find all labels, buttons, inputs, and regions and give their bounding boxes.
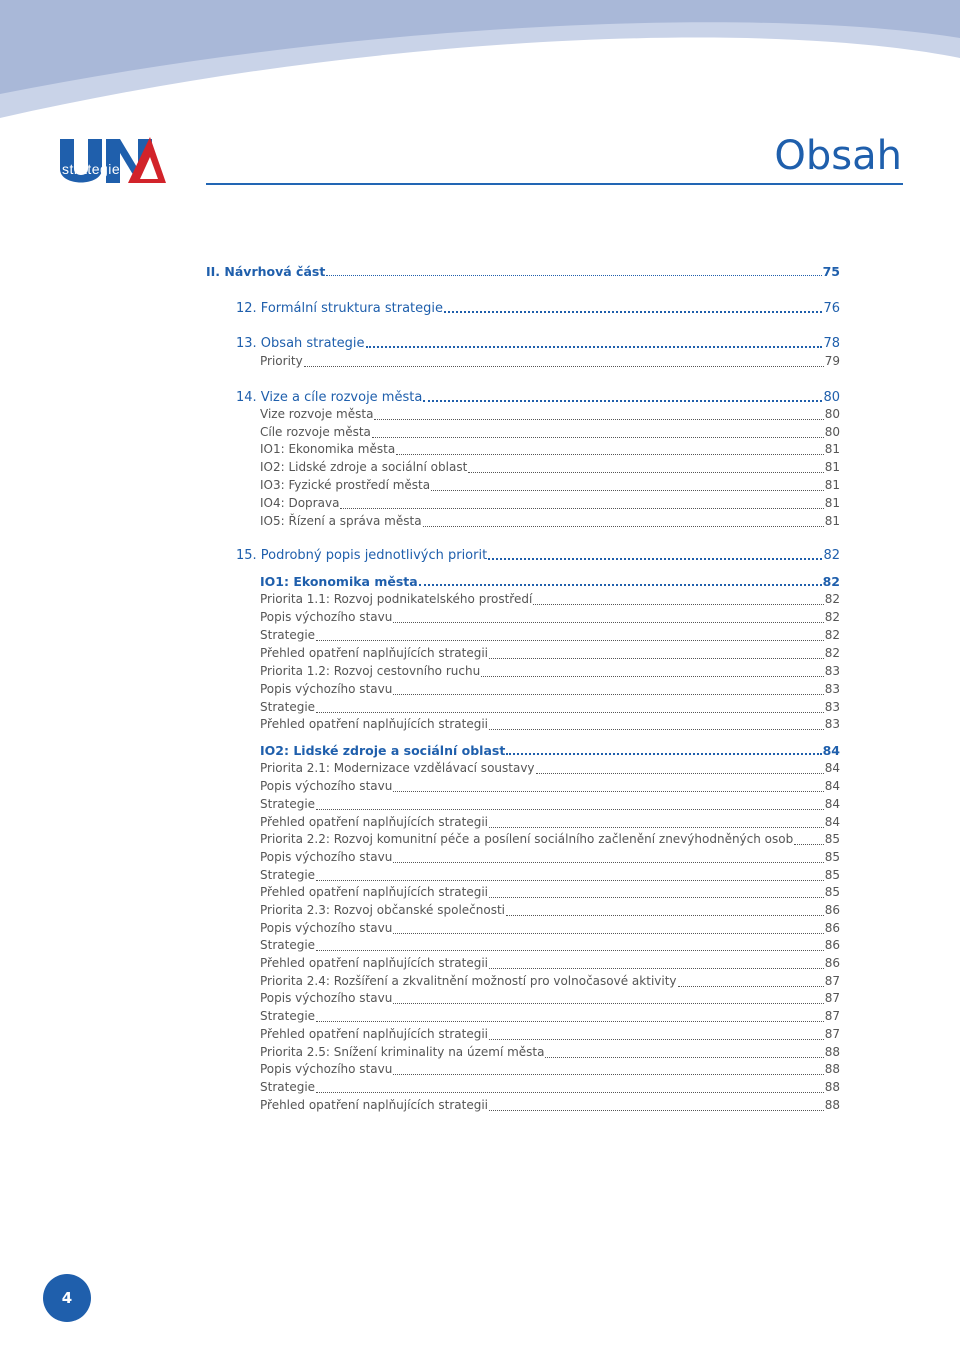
title-divider	[206, 183, 903, 185]
toc-entry-page: 86	[824, 938, 840, 952]
toc-leader-dots	[468, 472, 823, 473]
toc-leader-dots	[489, 827, 824, 828]
toc-entry-label: Přehled opatření naplňujících strategii	[260, 956, 489, 970]
toc-leader-dots	[393, 862, 823, 863]
toc-entry-label: IO5: Řízení a správa města	[260, 514, 422, 528]
toc-leader-dots	[316, 1092, 824, 1093]
toc-entry-page: 86	[824, 903, 840, 917]
toc-entry[interactable]	[260, 716, 840, 733]
toc-entry-label: Priorita 2.2: Rozvoj komunitní péče a posílení sociálního začlenění znevýhodněných osob	[260, 832, 794, 846]
toc-entry[interactable]	[260, 955, 840, 972]
toc-entry[interactable]	[260, 778, 840, 795]
toc-entry-label: Priorita 2.5: Snížení kriminality na území města	[260, 1045, 545, 1059]
toc-entry-label: Priorita 1.2: Rozvoj cestovního ruchu	[260, 664, 481, 678]
toc-entry-label: Strategie	[260, 628, 316, 642]
toc-entry[interactable]	[260, 495, 840, 512]
toc-entry-page: 88	[824, 1080, 840, 1094]
toc-leader-dots	[316, 712, 824, 713]
toc-leader-dots	[393, 791, 823, 792]
toc-entry-label: Vize rozvoje města	[260, 407, 374, 421]
toc-entry[interactable]	[260, 937, 840, 954]
toc-entry-page: 82	[824, 592, 840, 606]
toc-entry-label: Strategie	[260, 868, 316, 882]
toc-entry-page: 85	[824, 885, 840, 899]
toc-leader-dots	[489, 729, 824, 730]
toc-entry[interactable]	[260, 902, 840, 919]
toc-leader-dots	[489, 1039, 824, 1040]
toc-leader-dots	[488, 558, 822, 560]
toc-entry-label: Přehled opatření naplňujících strategii	[260, 1027, 489, 1041]
toc-leader-dots	[431, 490, 824, 491]
toc-leader-dots	[393, 622, 823, 623]
toc-entry[interactable]	[260, 681, 840, 698]
toc-entry-page: 83	[824, 664, 840, 678]
toc-entry-page: 84	[824, 779, 840, 793]
toc-entry-page: 86	[824, 956, 840, 970]
toc-entry[interactable]	[260, 353, 840, 370]
toc-entry-label: IO2: Lidské zdroje a sociální oblast	[260, 743, 506, 758]
toc-entry-page: 80	[824, 425, 840, 439]
toc-entry-page: 84	[824, 797, 840, 811]
header-decorative-band	[0, 0, 960, 140]
toc-leader-dots	[393, 933, 823, 934]
toc-entry-label: Priorita 2.4: Rozšíření a zkvalitnění možností pro volnočasové aktivity	[260, 974, 677, 988]
toc-entry[interactable]	[260, 867, 840, 884]
toc-entry-label: Přehled opatření naplňujících strategii	[260, 1098, 489, 1112]
toc-entry[interactable]	[260, 609, 840, 626]
toc-entry-page: 87	[824, 1027, 840, 1041]
toc-leader-dots	[533, 604, 823, 605]
toc-entry-page: 81	[824, 460, 840, 474]
toc-entry-label: Cíle rozvoje města	[260, 425, 371, 439]
toc-entry-page: 86	[824, 921, 840, 935]
toc-entry[interactable]	[260, 699, 840, 716]
toc-entry[interactable]	[260, 645, 840, 662]
toc-leader-dots	[794, 844, 823, 845]
toc-entry[interactable]	[260, 990, 840, 1007]
toc-entry-page: 80	[824, 407, 840, 421]
toc-entry[interactable]	[260, 1026, 840, 1043]
toc-entry-page: 76	[823, 301, 840, 316]
logo-text: strategie	[62, 161, 121, 177]
toc-entry-page: 85	[824, 868, 840, 882]
toc-entry-label: IO4: Doprava	[260, 496, 340, 510]
toc-entry-page: 85	[824, 832, 840, 846]
toc-entry-label: Strategie	[260, 1009, 316, 1023]
toc-leader-dots	[444, 311, 822, 313]
toc-entry-label: Popis výchozího stavu	[260, 682, 393, 696]
toc-entry-page: 82	[824, 610, 840, 624]
toc-entry-page: 87	[824, 974, 840, 988]
toc-entry-page: 83	[824, 682, 840, 696]
toc-entry-page: 83	[824, 717, 840, 731]
toc-entry-page: 84	[824, 815, 840, 829]
toc-leader-dots	[393, 694, 823, 695]
toc-entry[interactable]	[236, 300, 840, 317]
page-number-badge: 4	[43, 1274, 91, 1322]
toc-entry[interactable]	[260, 884, 840, 901]
toc-leader-dots	[481, 676, 824, 677]
toc-leader-dots	[340, 508, 823, 509]
toc-entry-label: Popis výchozího stavu	[260, 850, 393, 864]
toc-entry-page: 85	[824, 850, 840, 864]
toc-leader-dots	[423, 526, 824, 527]
toc-entry-page: 84	[822, 743, 840, 758]
toc-entry-page: 87	[824, 991, 840, 1005]
toc-leader-dots	[393, 1003, 823, 1004]
toc-entry-label: 15. Podrobný popis jednotlivých priorit	[236, 548, 488, 563]
toc-entry-label: IO2: Lidské zdroje a sociální oblast	[260, 460, 468, 474]
toc-entry-page: 81	[824, 496, 840, 510]
toc-entry[interactable]	[260, 796, 840, 813]
toc-entry[interactable]	[260, 663, 840, 680]
toc-entry-label: Strategie	[260, 938, 316, 952]
toc-entry[interactable]	[260, 1097, 840, 1114]
toc-entry-label: Priorita 2.3: Rozvoj občanské společnosti	[260, 903, 505, 917]
toc-entry-label: 12. Formální struktura strategie	[236, 301, 444, 316]
toc-entry-page: 80	[823, 390, 840, 405]
toc-entry[interactable]	[260, 459, 840, 476]
toc-entry[interactable]	[260, 742, 840, 759]
toc-entry-page: 88	[824, 1098, 840, 1112]
toc-entry-page: 87	[824, 1009, 840, 1023]
toc-leader-dots	[419, 584, 822, 586]
toc-entry-label: Popis výchozího stavu	[260, 779, 393, 793]
toc-entry[interactable]	[236, 335, 840, 352]
toc-entry[interactable]	[260, 1008, 840, 1025]
toc-entry-label: Přehled opatření naplňujících strategii	[260, 815, 489, 829]
toc-leader-dots	[316, 950, 824, 951]
toc-leader-dots	[489, 897, 824, 898]
toc-entry[interactable]	[260, 424, 840, 441]
toc-leader-dots	[536, 773, 824, 774]
toc-leader-dots	[506, 753, 821, 755]
page-title: Obsah	[774, 133, 902, 179]
toc-entry-label: Popis výchozího stavu	[260, 921, 393, 935]
toc-entry[interactable]	[260, 760, 840, 777]
toc-leader-dots	[304, 366, 824, 367]
toc-leader-dots	[489, 658, 824, 659]
toc-entry[interactable]	[260, 973, 840, 990]
toc-entry[interactable]	[260, 814, 840, 831]
toc-entry-label: Popis výchozího stavu	[260, 1062, 393, 1076]
toc-leader-dots	[506, 915, 824, 916]
toc-entry[interactable]	[260, 513, 840, 530]
toc-entry[interactable]	[260, 920, 840, 937]
toc-entry-label: Přehled opatření naplňujících strategii	[260, 646, 489, 660]
toc-entry-label: Priority	[260, 354, 303, 368]
toc-leader-dots	[316, 809, 824, 810]
toc-entry-label: IO3: Fyzické prostředí města	[260, 478, 431, 492]
toc-leader-dots	[423, 400, 822, 402]
toc-entry-page: 88	[824, 1045, 840, 1059]
toc-leader-dots	[316, 640, 824, 641]
toc-entry-label: Strategie	[260, 797, 316, 811]
toc-entry[interactable]	[260, 627, 840, 644]
toc-entry-label: 13. Obsah strategie	[236, 336, 365, 351]
toc-entry-page: 82	[822, 574, 840, 589]
toc-entry[interactable]	[260, 406, 840, 423]
toc-leader-dots	[366, 346, 823, 348]
toc-leader-dots	[326, 275, 821, 276]
toc-entry[interactable]	[260, 441, 840, 458]
toc-entry[interactable]	[260, 1079, 840, 1096]
toc-leader-dots	[372, 437, 824, 438]
toc-leader-dots	[489, 1110, 824, 1111]
toc-entry[interactable]	[206, 263, 840, 280]
toc-leader-dots	[393, 1074, 823, 1075]
toc-entry-page: 82	[824, 628, 840, 642]
toc-entry-label: Priorita 1.1: Rozvoj podnikatelského prostředí	[260, 592, 533, 606]
toc-entry[interactable]	[260, 591, 840, 608]
toc-entry-label: Přehled opatření naplňujících strategii	[260, 885, 489, 899]
toc-leader-dots	[678, 986, 824, 987]
toc-entry-label: II. Návrhová část	[206, 264, 326, 279]
toc-entry[interactable]	[260, 831, 840, 848]
toc-entry[interactable]	[260, 1061, 840, 1078]
toc-entry-label: Popis výchozího stavu	[260, 991, 393, 1005]
toc-entry-page: 81	[824, 478, 840, 492]
toc-entry-label: Přehled opatření naplňujících strategii	[260, 717, 489, 731]
toc-leader-dots	[316, 1021, 824, 1022]
toc-entry-page: 75	[822, 264, 840, 279]
toc-entry-page: 81	[824, 514, 840, 528]
toc-entry-page: 79	[824, 354, 840, 368]
toc-leader-dots	[396, 454, 824, 455]
toc-entry[interactable]	[236, 389, 840, 406]
toc-entry-label: 14. Vize a cíle rozvoje města	[236, 390, 423, 405]
toc-entry-label: Popis výchozího stavu	[260, 610, 393, 624]
toc-entry[interactable]	[260, 573, 840, 590]
toc-entry-page: 83	[824, 700, 840, 714]
toc-entry[interactable]	[260, 1044, 840, 1061]
toc-entry-label: Priorita 2.1: Modernizace vzdělávací soustavy	[260, 761, 535, 775]
toc-entry-label: Strategie	[260, 700, 316, 714]
toc-entry-label: IO1: Ekonomika města	[260, 442, 396, 456]
toc-entry-page: 84	[824, 761, 840, 775]
toc-entry-page: 78	[823, 336, 840, 351]
toc-entry-page: 81	[824, 442, 840, 456]
toc-entry[interactable]	[236, 547, 840, 564]
toc-leader-dots	[545, 1057, 823, 1058]
toc-entry-page: 82	[824, 646, 840, 660]
toc-entry-page: 88	[824, 1062, 840, 1076]
toc-entry-page: 82	[823, 548, 840, 563]
toc-entry[interactable]	[260, 849, 840, 866]
toc-leader-dots	[374, 419, 823, 420]
toc-leader-dots	[316, 880, 824, 881]
toc-leader-dots	[489, 968, 824, 969]
toc-entry-label: IO1: Ekonomika města	[260, 574, 418, 589]
toc-entry[interactable]	[260, 477, 840, 494]
toc-entry-label: Strategie	[260, 1080, 316, 1094]
